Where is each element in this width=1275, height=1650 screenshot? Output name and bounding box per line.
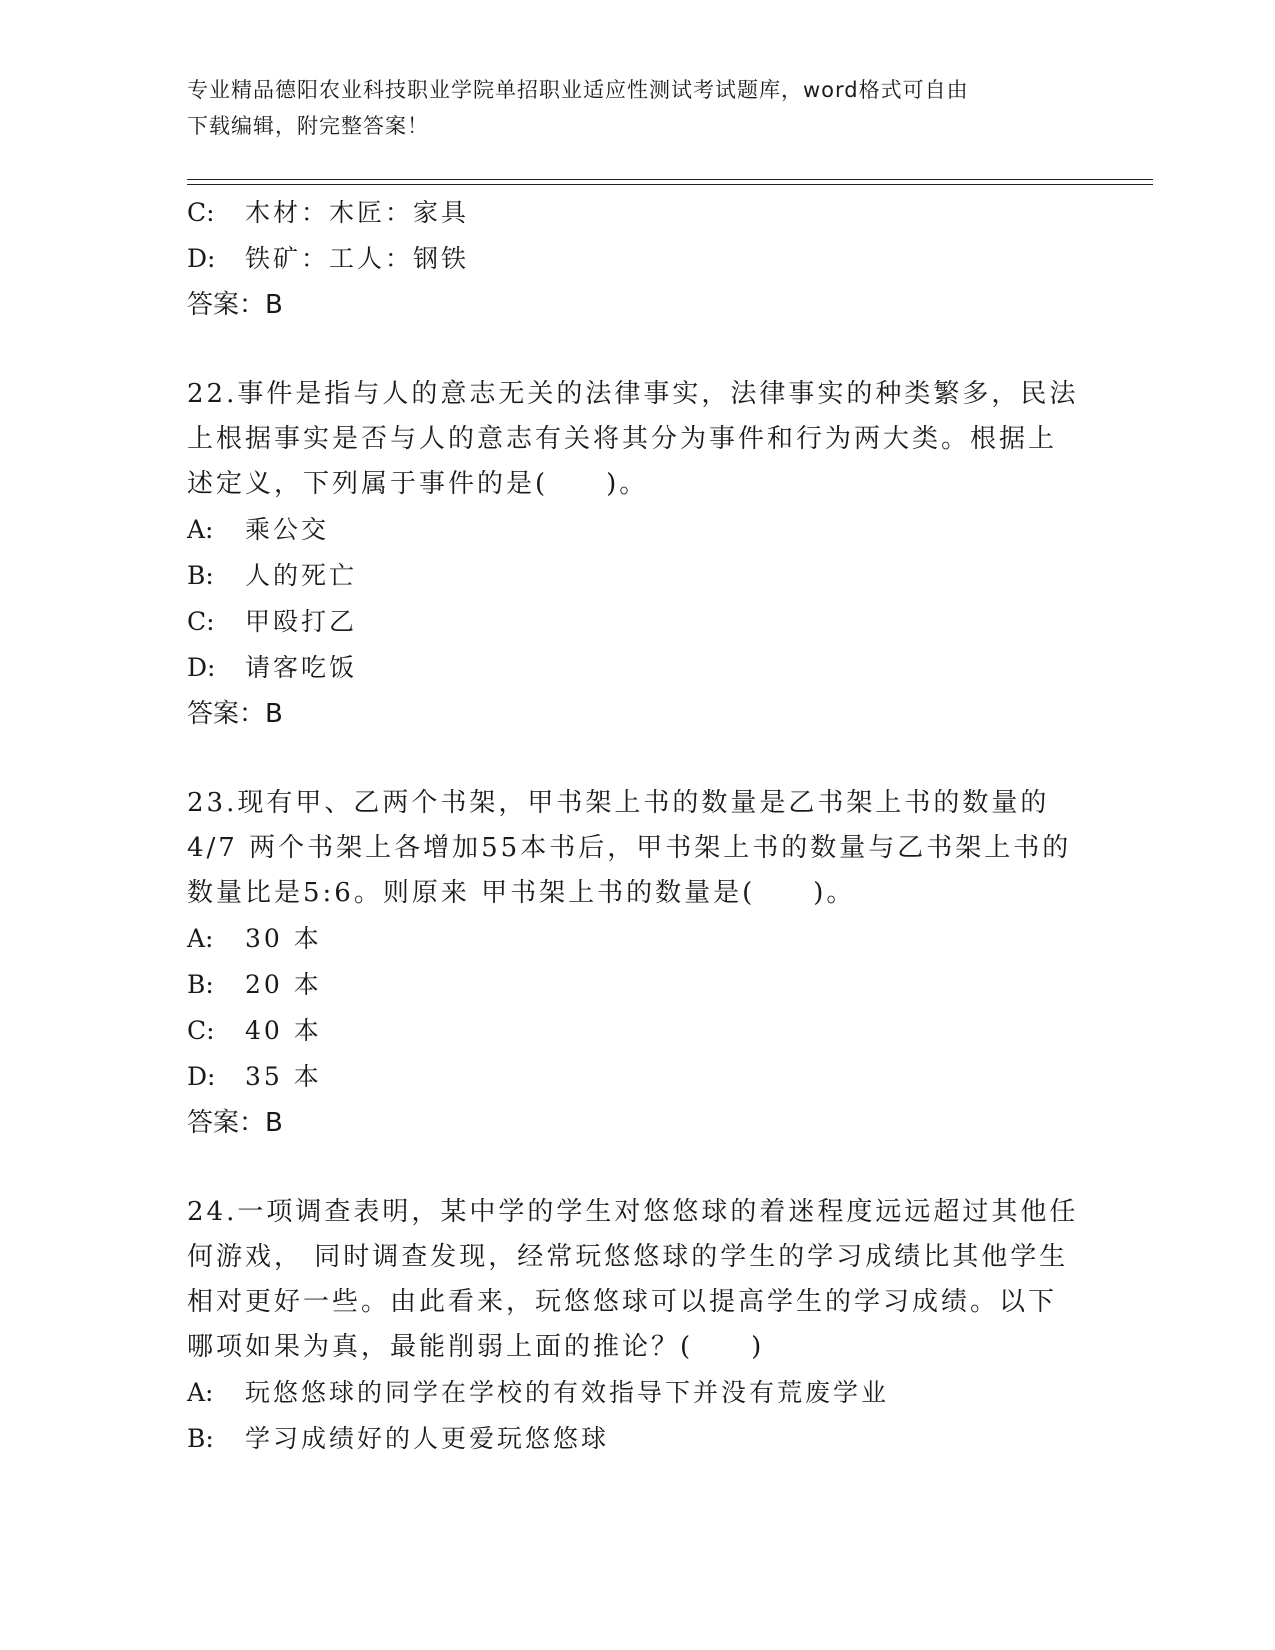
option-b (187, 1416, 1087, 1462)
option-d (187, 645, 1087, 691)
document-header (187, 72, 1087, 144)
option-text: 木材：木匠：家具 (245, 198, 470, 227)
option-label: B: (187, 970, 214, 999)
option-label: D: (187, 653, 216, 682)
question-22 (187, 372, 1087, 737)
option-label: B: (187, 561, 214, 590)
option-b (187, 962, 1087, 1008)
option-a (187, 507, 1087, 553)
answer-line: 答案：B (187, 699, 283, 729)
stem-line: 相对更好一些。由此看来，玩悠悠球可以提高学生的学习成绩。以下 (187, 1287, 1058, 1317)
document-body (187, 190, 1087, 1462)
option-text: 学习成绩好的人更爱玩悠悠球 (245, 1424, 610, 1453)
option-text: 铁矿：工人：钢铁 (245, 244, 470, 273)
header-divider-top (187, 179, 1153, 180)
option-a (187, 1370, 1087, 1416)
stem-line: 4/7 两个书架上各增加55本书后，甲书架上书的数量与乙书架上书的 (187, 833, 1072, 863)
option-label: C: (187, 1016, 215, 1045)
option-c (187, 190, 1087, 236)
stem-line: 23.现有甲、乙两个书架，甲书架上书的数量是乙书架上书的数量的 (187, 788, 1050, 818)
option-text: 乘公交 (245, 515, 330, 544)
option-d (187, 1054, 1087, 1100)
header-divider-bottom (187, 184, 1153, 185)
question-stem (187, 1190, 1087, 1370)
stem-line: 数量比是5:6。则原来 甲书架上书的数量是( )。 (187, 878, 856, 908)
stem-line: 上根据事实是否与人的意志有关将其分为事件和行为两大类。根据上 (187, 424, 1058, 454)
option-d (187, 236, 1087, 282)
header-line-2: 下载编辑，附完整答案！ (187, 114, 429, 138)
option-text: 35 本 (245, 1062, 322, 1091)
option-text: 玩悠悠球的同学在学校的有效指导下并没有荒废学业 (245, 1378, 890, 1407)
option-text: 请客吃饭 (245, 653, 358, 682)
option-text: 甲殴打乙 (245, 607, 358, 636)
carryover-question (187, 190, 1087, 328)
option-label: C: (187, 607, 215, 636)
header-line-1: 专业精品德阳农业科技职业学院单招职业适应性测试考试题库，word格式可自由 (187, 78, 969, 102)
answer-line: 答案：B (187, 290, 283, 320)
question-stem (187, 781, 1087, 916)
question-24 (187, 1190, 1087, 1462)
option-label: D: (187, 1062, 216, 1091)
question-stem (187, 372, 1087, 507)
option-a (187, 916, 1087, 962)
option-label: A: (187, 1378, 214, 1407)
option-label: A: (187, 924, 214, 953)
option-text: 人的死亡 (245, 561, 358, 590)
answer-line: 答案：B (187, 1108, 283, 1138)
option-label: C: (187, 198, 215, 227)
option-text: 20 本 (245, 970, 322, 999)
stem-line: 22.事件是指与人的意志无关的法律事实，法律事实的种类繁多，民法 (187, 379, 1079, 409)
option-c (187, 1008, 1087, 1054)
option-label: A: (187, 515, 214, 544)
stem-line: 述定义，下列属于事件的是( )。 (187, 469, 649, 499)
stem-line: 何游戏， 同时调查发现，经常玩悠悠球的学生的学习成绩比其他学生 (187, 1242, 1069, 1272)
stem-line: 24.一项调查表明，某中学的学生对悠悠球的着迷程度远远超过其他任 (187, 1197, 1079, 1227)
option-text: 30 本 (245, 924, 322, 953)
stem-line: 哪项如果为真，最能削弱上面的推论？( ) (187, 1332, 765, 1362)
question-23 (187, 781, 1087, 1146)
option-label: D: (187, 244, 216, 273)
option-label: B: (187, 1424, 214, 1453)
option-c (187, 599, 1087, 645)
option-text: 40 本 (245, 1016, 322, 1045)
option-b (187, 553, 1087, 599)
